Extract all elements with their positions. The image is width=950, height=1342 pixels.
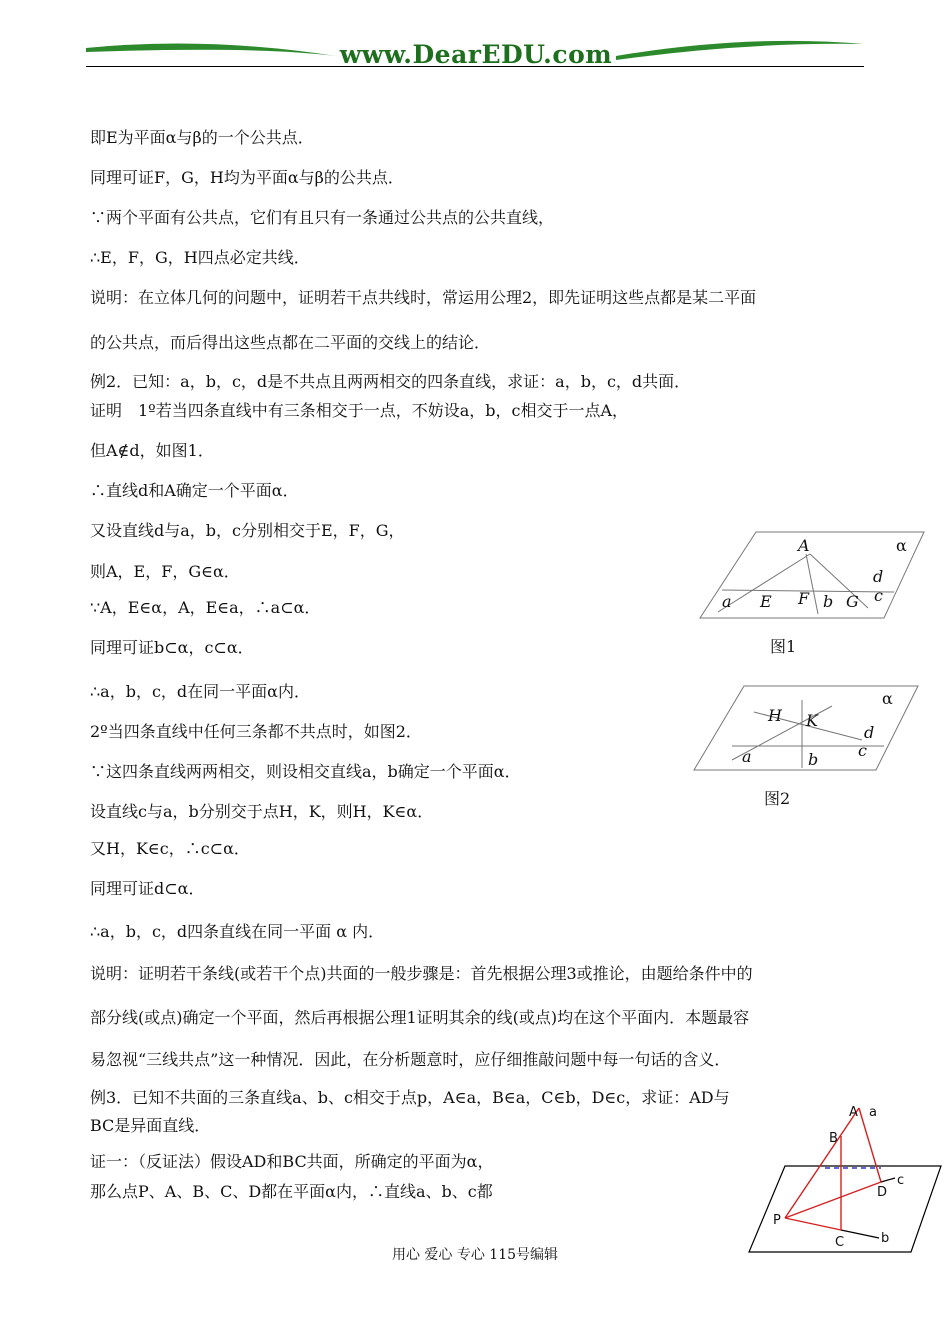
label-A: A xyxy=(849,1105,858,1120)
plane-alpha xyxy=(749,1166,941,1252)
text-line: 同理可证b⊂α，c⊂α． xyxy=(90,638,254,657)
text-line: ∴E，F，G，H四点必定共线． xyxy=(90,248,310,267)
text-line: 说明：在立体几何的问题中，证明若干点共线时，常运用公理2，即先证明这些点都是某二平面 xyxy=(90,288,757,307)
text-line: 即E为平面α与β的一个公共点． xyxy=(90,128,314,147)
text-line: 例2．已知：a，b，c，d是不共点且两两相交的四条直线，求证：a，b，c，d共面． xyxy=(90,372,691,391)
label-D: D xyxy=(877,1185,888,1200)
label-c: c xyxy=(858,741,867,760)
label-a: a xyxy=(869,1105,877,1120)
text-line: ∵这四条直线两两相交，则设相交直线a，b确定一个平面α． xyxy=(90,762,521,781)
text-line: ∴a，b，c，d在同一平面α内． xyxy=(90,682,310,701)
line-a xyxy=(785,1108,859,1218)
line-c xyxy=(785,1182,881,1218)
figure-1-caption: 图1 xyxy=(770,637,797,656)
line-b-extension xyxy=(841,1230,879,1238)
text-line: 2º当四条直线中任何三条都不共点时，如图2． xyxy=(90,722,422,741)
figure-3-diagram xyxy=(745,1100,945,1256)
line-pc xyxy=(785,1218,841,1230)
text-line: ∴a，b，c，d四条直线在同一平面 α 内． xyxy=(90,922,385,941)
text-line: ∴直线d和A确定一个平面α． xyxy=(90,481,299,500)
text-line: BC是异面直线． xyxy=(90,1116,211,1135)
figure-1-diagram xyxy=(698,526,928,626)
label-H: H xyxy=(768,706,782,725)
line-c-extension xyxy=(881,1178,895,1182)
line-c xyxy=(810,554,868,608)
label-c: c xyxy=(897,1173,905,1188)
label-b: b xyxy=(808,750,819,769)
text-line: ∵A，E∈α，A，E∈a，∴a⊂α． xyxy=(90,598,321,617)
label-K: K xyxy=(806,711,818,730)
label-E: E xyxy=(760,592,772,611)
label-F: F xyxy=(798,589,810,608)
label-b: b xyxy=(881,1231,890,1246)
text-line: 证一：（反证法）假设AD和BC共面，所确定的平面为α， xyxy=(90,1152,494,1171)
label-a: a xyxy=(742,747,752,766)
label-G: G xyxy=(846,592,859,611)
label-C: C xyxy=(835,1235,845,1250)
label-d: d xyxy=(864,723,875,742)
text-line: 同理可证d⊂α． xyxy=(90,879,205,898)
text-line: 的公共点，而后得出这些点都在二平面的交线上的结论． xyxy=(90,333,491,352)
figure-2-caption: 图2 xyxy=(764,789,791,808)
label-alpha: α xyxy=(882,689,893,708)
page-footer: 用心 爱心 专心 115号编辑 xyxy=(391,1247,559,1263)
label-b: b xyxy=(823,592,834,611)
text-line: 证明 1º若当四条直线中有三条相交于一点，不妨设a，b，c相交于一点A， xyxy=(90,401,629,420)
text-line: 但A∉d，如图1． xyxy=(90,441,214,460)
text-line: 易忽视“三线共点”这一种情况．因此，在分析题意时，应仔细推敲问题中每一句话的含义． xyxy=(90,1050,731,1069)
label-c: c xyxy=(874,586,883,605)
site-logo-text: www.DearEDU.com xyxy=(339,40,613,69)
text-line: ∵两个平面有公共点，它们有且只有一条通过公共点的公共直线， xyxy=(90,208,555,227)
label-B: B xyxy=(829,1131,838,1146)
text-line: 则A，E，F，G∈α． xyxy=(90,562,240,581)
label-a: a xyxy=(722,592,732,611)
label-d: d xyxy=(873,567,884,586)
plane-alpha xyxy=(700,532,924,618)
label-P: P xyxy=(773,1213,781,1228)
label-alpha: α xyxy=(896,536,907,555)
figure-2-diagram xyxy=(692,684,922,774)
text-line: 那么点P、A、B、C、D都在平面α内，∴直线a、b、c都 xyxy=(90,1182,493,1201)
text-line: 部分线(或点)确定一个平面，然后再根据公理1证明其余的线(或点)均在这个平面内．本题最容 xyxy=(90,1008,750,1027)
text-line: 说明：证明若干条线(或若干个点)共面的一般步骤是：首先根据公理3或推论，由题给条件中的 xyxy=(90,964,753,983)
label-A: A xyxy=(798,536,810,555)
header-rule xyxy=(86,66,864,67)
text-line: 例3．已知不共面的三条直线a、b、c相交于点p，A∈a，B∈a，C∈b，D∈c，求证：AD与 xyxy=(90,1088,730,1107)
text-line: 又H，K∈c，∴c⊂α． xyxy=(90,839,250,858)
text-line: 又设直线d与a，b，c分别相交于E，F，G， xyxy=(90,521,405,540)
text-line: 同理可证F，G，H均为平面α与β的公共点． xyxy=(90,168,404,187)
text-line: 设直线c与a，b分别交于点H，K，则H，K∈α． xyxy=(90,802,434,821)
